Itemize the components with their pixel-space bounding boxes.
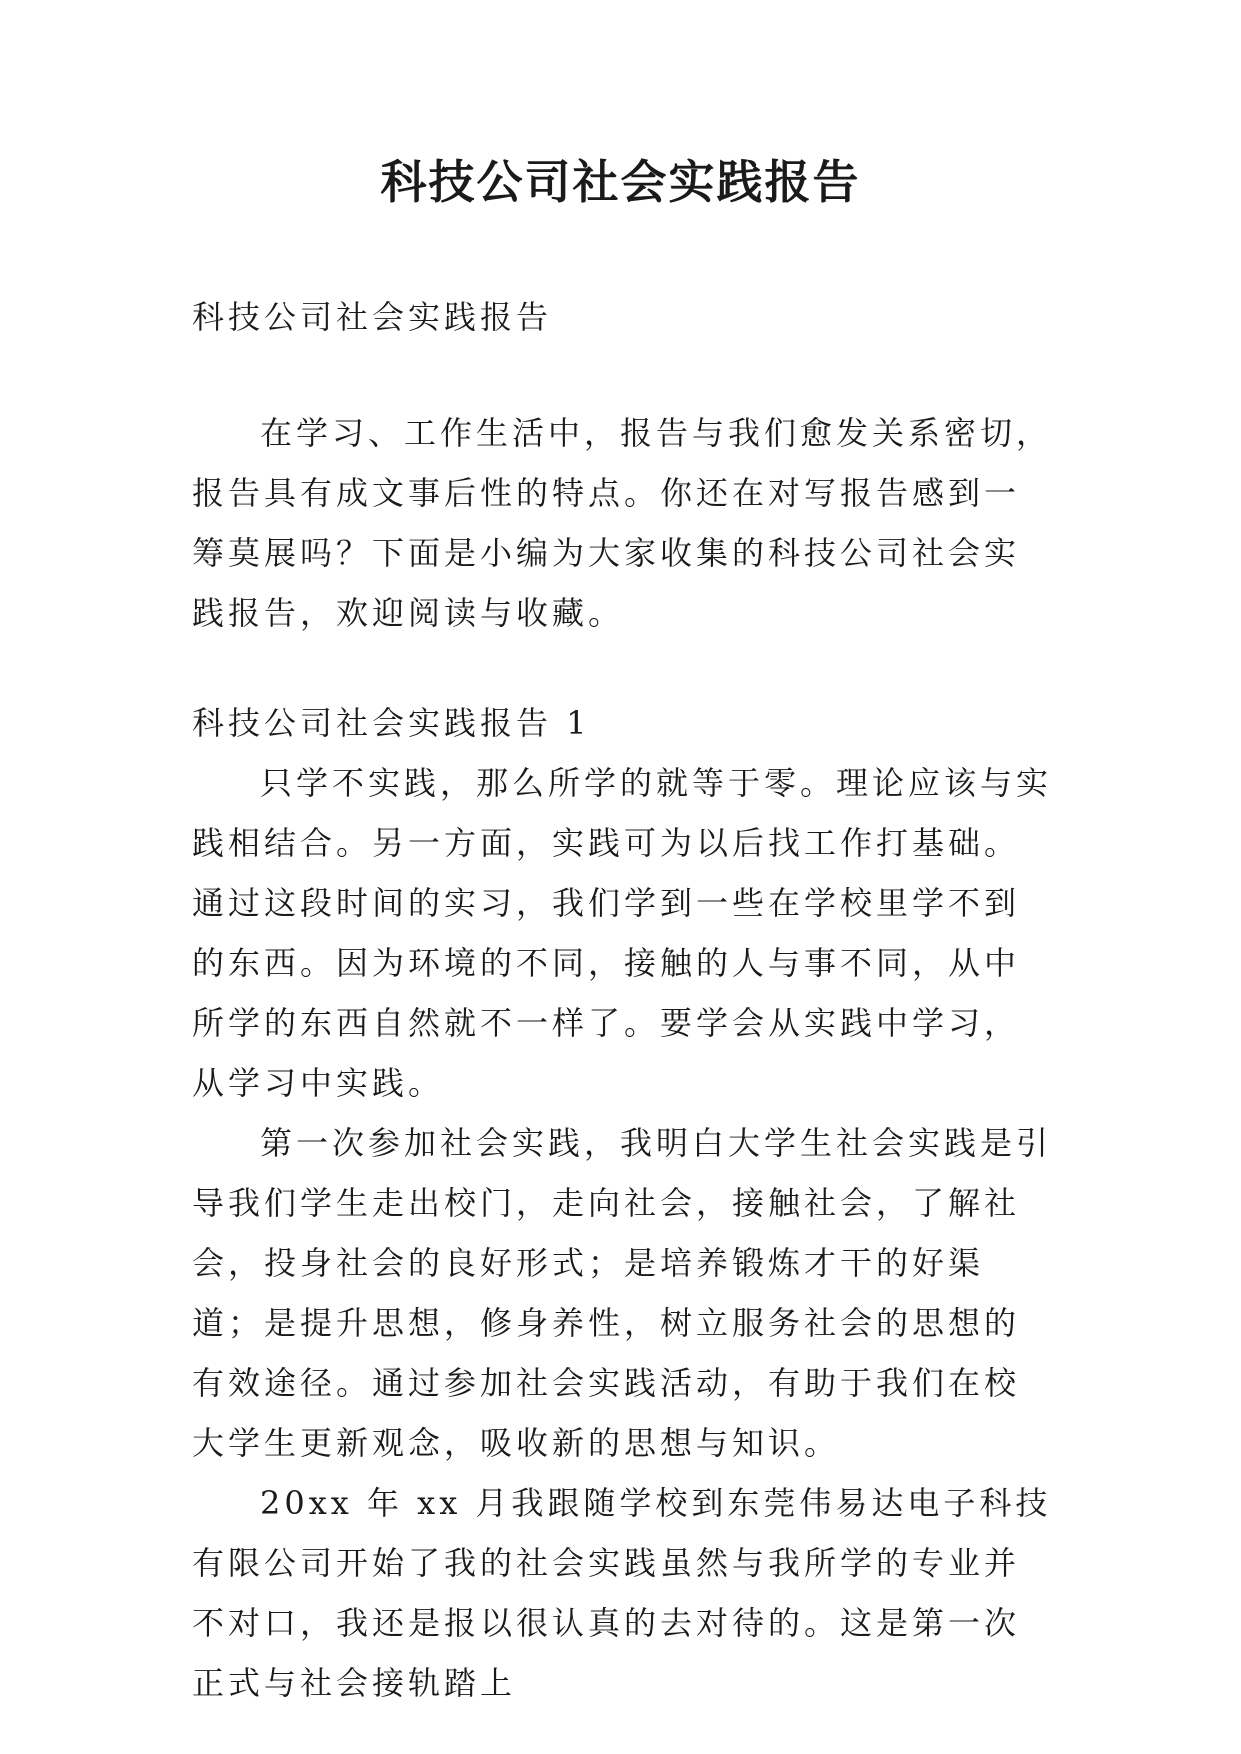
intro-paragraph: 在学习、工作生活中，报告与我们愈发关系密切，报告具有成文事后性的特点。你还在对写报告感到一筹莫展吗？下面是小编为大家收集的科技公司社会实践报告，欢迎阅读与收藏。: [192, 414, 1053, 632]
body-paragraph: 20xx 年 xx 月我跟随学校到东莞伟易达电子科技有限公司开始了我的社会实践虽然与我所学的专业并不对口，我还是报以很认真的去对待的。这是第一次正式与社会接轨踏上: [192, 1484, 1052, 1702]
section-1: [192, 693, 1052, 1713]
body-paragraph: 第一次参加社会实践，我明白大学生社会实践是引导我们学生走出校门，走向社会，接触社会，了解社会，投身社会的良好形式；是培养锻炼才干的好渠道；是提升思想，修身养性，树立服务社会的思想的有效途径。通过参加社会实践活动，有助于我们在校大学生更新观念，吸收新的思想与知识。: [192, 1124, 1053, 1462]
document-title: 科技公司社会实践报告: [380, 155, 861, 209]
body-paragraph: 只学不实践，那么所学的就等于零。理论应该与实践相结合。另一方面，实践可为以后找工作打基础。通过这段时间的实习，我们学到一些在学校里学不到的东西。因为环境的不同，接触的人与事不同，从中所学的东西自然就不一样了。要学会从实践中学习，从学习中实践。: [192, 764, 1053, 1102]
section-heading: 科技公司社会实践报告 1: [192, 704, 591, 742]
document-subtitle: 科技公司社会实践报告: [192, 298, 553, 336]
